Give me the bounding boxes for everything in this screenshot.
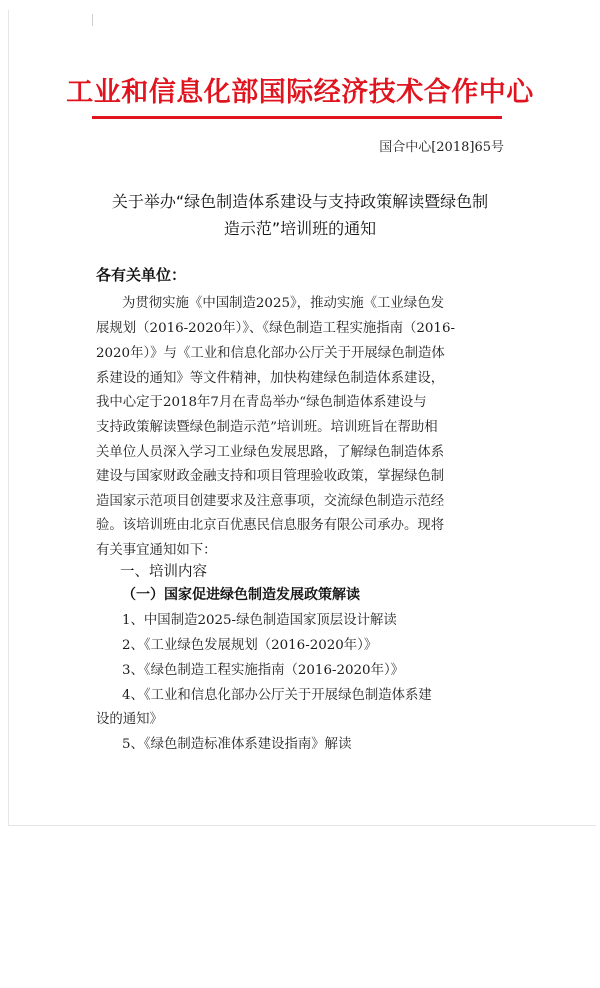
document-title	[96, 188, 504, 242]
letterhead-rule	[92, 116, 502, 119]
salutation: 各有关单位：	[96, 266, 187, 284]
body-line: 支持政策解读暨绿色制造示范”培训班。培训班旨在帮助相	[96, 420, 438, 435]
body-line: 关单位人员深入学习工业绿色发展思路，了解绿色制造体系	[96, 445, 445, 460]
list-item-continuation: 设的通知》	[96, 712, 163, 727]
list-item: 4、《工业和信息化部办公厅关于开展绿色制造体系建	[122, 688, 432, 703]
subsection-heading: （一）国家促进绿色制造发展政策解读	[122, 587, 360, 603]
list-item: 2、《工业绿色发展规划（2016-2020年）》	[122, 638, 378, 653]
letterhead-title: 工业和信息化部国际经济技术合作中心	[66, 77, 534, 108]
corner-mark	[92, 14, 101, 26]
list-item: 5、《绿色制造标准体系建设指南》解读	[122, 737, 352, 752]
body-line: 建设与国家财政金融支持和项目管理验收政策，掌握绿色制	[96, 469, 445, 484]
body-line: 2020年）》与《工业和信息化部办公厅关于开展绿色制造体	[96, 346, 445, 361]
body-line: 为贯彻实施《中国制造2025》，推动实施《工业绿色发	[122, 296, 444, 311]
scan-edge-left	[8, 10, 9, 825]
body-line: 验。该培训班由北京百优惠民信息服务有限公司承办。现将	[96, 518, 445, 533]
scan-edge-bottom	[8, 825, 596, 826]
list-item: 3、《绿色制造工程实施指南（2016-2020年）》	[122, 663, 405, 678]
body-line: 造国家示范项目创建要求及注意事项，交流绿色制造示范经	[96, 494, 445, 509]
list-item: 1、中国制造2025-绿色制造国家顶层设计解读	[122, 613, 397, 628]
body-line: 有关事宜通知如下：	[96, 543, 217, 558]
document-title-line-1: 关于举办“绿色制造体系建设与支持政策解读暨绿色制	[111, 192, 489, 211]
body-line: 展规划（2016-2020年）》、《绿色制造工程实施指南（2016-	[96, 321, 455, 336]
body-line: 我中心定于2018年7月在青岛举办“绿色制造体系建设与	[96, 395, 427, 410]
document-title-line-2: 造示范”培训班的通知	[223, 219, 377, 238]
section-heading: 一、培训内容	[120, 564, 207, 580]
body-line: 系建设的通知》等文件精神，加快构建绿色制造体系建设，	[96, 371, 445, 386]
document-number: 国合中心[2018]65号	[379, 140, 504, 155]
